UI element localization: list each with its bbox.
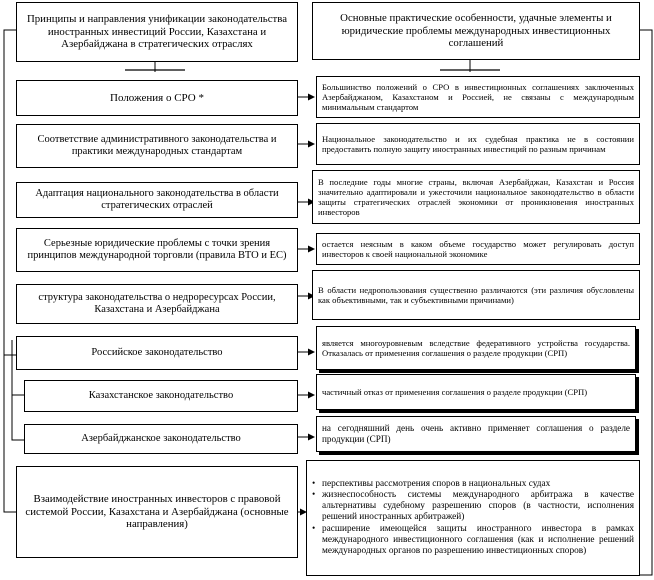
- right-box-sro: Большинство положений о СРО в инвестиционных соглашениях заключенных Азербайджаном, Казахстаном и Россией, не связаны с международным минимальным стандартом: [316, 76, 640, 118]
- left-box-wto: Серьезные юридические проблемы с точки зрения принципов международной торговли (правила ВТО и ЕС): [16, 228, 298, 272]
- right-box-kazakhstan: частичный отказ от применения соглашения о разделе продукции (СРП): [316, 374, 636, 410]
- right-header-box: [312, 2, 640, 60]
- left-box-kazakhstan: Казахстанское законодательство: [24, 380, 298, 412]
- left-box-sro: Положения о СРО *: [16, 80, 298, 116]
- right-box-interaction: [306, 460, 640, 576]
- right-box-wto: остается неясным в каком объеме государство может регулировать доступ инвесторов к своей национальной экономике: [316, 233, 640, 265]
- interaction-list: [312, 479, 634, 557]
- left-box-adaptation: Адаптация национального законодательства в области стратегических отраслей: [16, 182, 298, 218]
- left-box-subsoil: структура законодательства о недроресурсах России, Казахстана и Азербайджана: [16, 284, 298, 324]
- right-box-azerbaijan: на сегодняшний день очень активно применяет соглашения о разделе продукции (СРП): [316, 416, 636, 452]
- right-box-adaptation: В последние годы многие страны, включая Азербайджан, Казахстан и Россия значительно адаптировали и ужесточили национальное законодательство в области защиты стратегических отраслей экономики от проникновения иностранных инвесторов: [312, 170, 640, 224]
- left-box-admin-law: Соответствие административного законодательства и практики международных стандартам: [16, 124, 298, 168]
- right-box-subsoil: В области недропользования существенно различаются (эти различия обусловлены как объективными, так и субъективными причинами): [312, 270, 640, 320]
- left-box-interaction: Взаимодействие иностранных инвесторов с правовой системой России, Казахстана и Азербайджана (основные направления): [16, 466, 298, 558]
- right-box-russia: является многоуровневым вследствие федеративного устройства государства. Отказалась от применения соглашения о разделе продукции (СРП): [316, 326, 636, 370]
- left-box-azerbaijan: Азербайджанское законодательство: [24, 424, 298, 454]
- list-item: • расширение имеющейся защиты иностранного инвестора в рамках международного инвестиционного соглашения (как и исполнение решений международных органов по разрешению инвестиционных споров): [312, 524, 634, 557]
- left-header-text: Принципы и направления унификации законодательства иностранных инвестиций России, Казахстана и Азербайджана в стратегических отраслях: [26, 13, 287, 51]
- right-box-admin-law: Национальное законодательство и их судебная практика не в состоянии предоставить полную защиту иностранных инвестиций по разным причинам: [316, 123, 640, 165]
- left-box-russia: Российское законодательство: [16, 336, 298, 370]
- left-header-box: [16, 2, 298, 62]
- right-header-text: Основные практические особенности, удачные элементы и юридические проблемы международных инвестиционных соглашений: [340, 12, 612, 50]
- list-item: • жизнеспособность системы международного арбитража в качестве альтернативы судебному разрешению споров (в частности, исполнения решений иностранных арбитражей): [312, 490, 634, 523]
- right-spine-line: [640, 30, 652, 575]
- list-item: • перспективы рассмотрения споров в национальных судах: [312, 479, 634, 490]
